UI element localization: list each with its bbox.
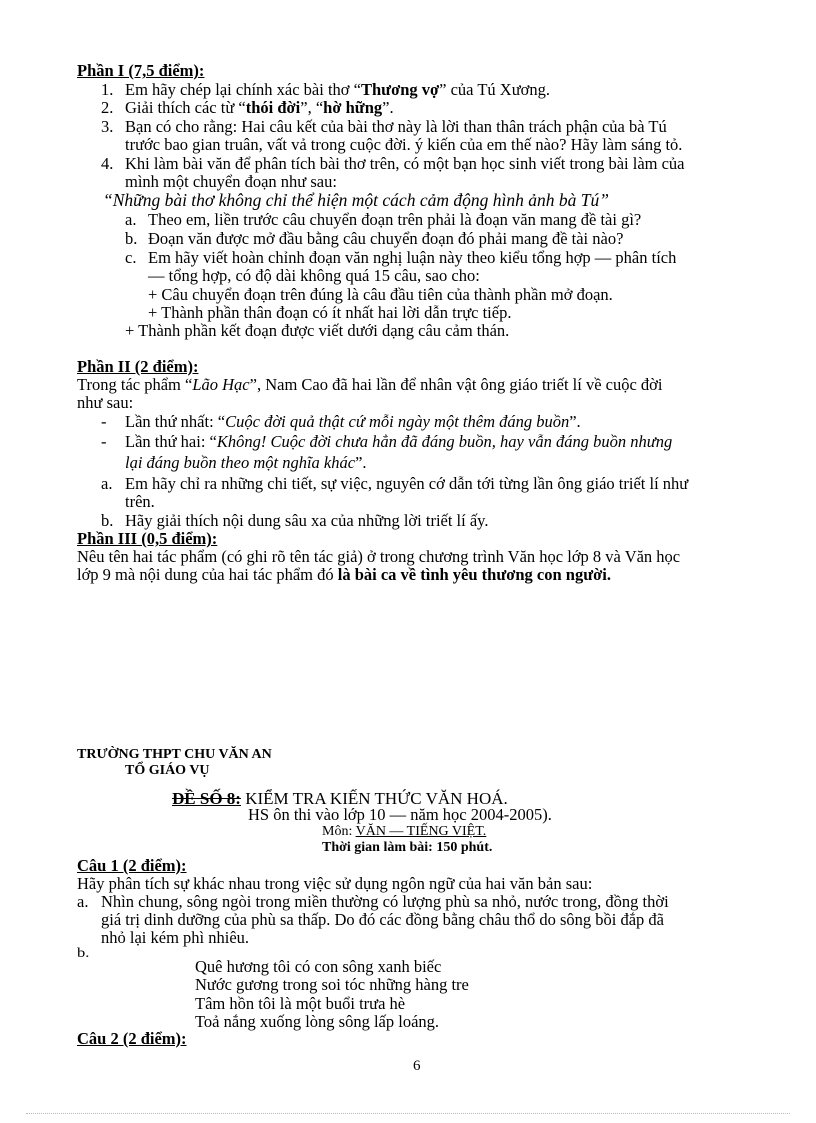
question2-heading: Câu 2 (2 điểm): [77, 1029, 187, 1048]
school-name: TRƯỜNG THPT CHU VĂN AN [77, 747, 272, 762]
p1-requirement-3: + Thành phần kết đoạn được viết dưới dạng câu cảm thán. [125, 321, 510, 340]
part2-heading: Phần II (2 điểm): [77, 357, 199, 376]
p2-sub-b: Hãy giải thích nội dung sâu xa của những lời triết lí ấy. [125, 511, 489, 530]
p1-item-number: 1. [101, 80, 114, 99]
p2-second-reflection-line2: lại đáng buồn theo một nghĩa khác”. [125, 453, 367, 472]
poem-line-2: Nước gương trong soi tóc những hàng tre [195, 975, 469, 994]
p2-sub-a-line1: Em hãy chỉ ra những chi tiết, sự việc, nguyên cớ dẫn tới từng lần ông giáo triết lí như [125, 474, 689, 493]
dash-bullet: - [101, 432, 107, 451]
p3-line2: lớp 9 mà nội dung của hai tác phẩm đó là bài ca về tình yêu thương con người. [77, 565, 611, 584]
p1-sub-letter: b. [125, 229, 138, 248]
exam-subtitle: HS ôn thi vào lớp 10 — năm học 2004-2005). [248, 805, 552, 824]
department-name: TỔ GIÁO VỤ [125, 763, 210, 778]
p1-item-number: 2. [101, 98, 114, 117]
exam-time: Thời gian làm bài: 150 phút. [322, 840, 493, 855]
dash-bullet: - [101, 412, 107, 431]
p1-sub-c-line2: — tổng hợp, có độ dài không quá 15 câu, sao cho: [148, 266, 480, 285]
p1-sub-a: Theo em, liền trước câu chuyển đoạn trên phải là đoạn văn mang đề tài gì? [148, 210, 642, 229]
c1-sub-letter: b. [77, 944, 90, 961]
p1-sub-letter: c. [125, 248, 137, 267]
poem-line-3: Tâm hồn tôi là một buổi trưa hè [195, 994, 406, 1013]
p2-second-reflection-line1: Lần thứ hai: “Không! Cuộc đời chưa hẳn đã đáng buồn, hay vẫn đáng buồn nhưng [125, 432, 673, 451]
question1-intro: Hãy phân tích sự khác nhau trong việc sử dụng ngôn ngữ của hai văn bản sau: [77, 874, 593, 893]
p1-sub-c-line1: Em hãy viết hoàn chỉnh đoạn văn nghị luận này theo kiểu tổng hợp — phân tích [148, 248, 677, 267]
part3-heading: Phần III (0,5 điểm): [77, 529, 218, 548]
p1-question-4-line2: mình một chuyển đoạn như sau: [125, 172, 337, 191]
p2-sub-letter: a. [101, 474, 113, 493]
page-bottom-divider [26, 1113, 790, 1114]
poem-line-4: Toả nắng xuống lòng sông lấp loáng. [195, 1012, 440, 1031]
c1-sub-letter: a. [77, 892, 89, 911]
p3-line1: Nêu tên hai tác phẩm (có ghi rõ tên tác giả) ở trong chương trình Văn học lớp 8 và Văn học [77, 547, 681, 566]
p1-requirement-2: + Thành phần thân đoạn có ít nhất hai lời dẫn trực tiếp. [148, 303, 512, 322]
poem-line-1: Quê hương tôi có con sông xanh biếc [195, 957, 442, 976]
part1-heading: Phần I (7,5 điểm): [77, 61, 205, 80]
p1-sub-b: Đoạn văn được mở đầu bằng câu chuyển đoạn đó phải mang đề tài nào? [148, 229, 624, 248]
p2-intro-line2: như sau: [77, 393, 134, 412]
p1-question-3-line2: trước bao gian truân, vất vả trong cuộc đời. ý kiến của em thế nào? Hãy làm sáng tỏ. [125, 135, 683, 154]
p1-question-3-line1: Bạn có cho rằng: Hai câu kết của bài thơ này là lời than thân trách phận của bà Tú [125, 117, 667, 136]
p1-question-4-line1: Khi làm bài văn để phân tích bài thơ trên, có một bạn học sinh viết trong bài làm của [125, 154, 685, 173]
p2-intro-line1: Trong tác phẩm “Lão Hạc”, Nam Cao đã hai lần để nhân vật ông giáo triết lí về cuộc đời [77, 375, 663, 394]
c1-text-a-line2: giá trị dinh dưỡng của phù sa thấp. Do đó các đồng bằng châu thổ do sông bồi đắp đã [101, 910, 664, 929]
p1-requirement-1: + Câu chuyển đoạn trên đúng là câu đầu tiên của thành phần mở đoạn. [148, 285, 613, 304]
transition-quote: “Những bài thơ không chỉ thể hiện một cách cảm động hình ảnh bà Tú” [103, 190, 609, 210]
p1-question-2: Giải thích các từ “thói đời”, “hờ hững”. [125, 98, 394, 117]
p1-item-number: 4. [101, 154, 114, 173]
question1-heading: Câu 1 (2 điểm): [77, 856, 187, 875]
p1-item-number: 3. [101, 117, 114, 136]
p2-sub-letter: b. [101, 511, 114, 530]
c1-text-a-line3: nhỏ lại kém phì nhiêu. [101, 928, 250, 947]
page-number: 6 [413, 1058, 421, 1074]
p2-sub-a-line2: trên. [125, 492, 155, 511]
p1-sub-letter: a. [125, 210, 137, 229]
p1-question-1: Em hãy chép lại chính xác bài thơ “Thương vợ” của Tú Xương. [125, 80, 550, 99]
exam-title: ĐỀ SỐ 8: KIỂM TRA KIẾN THỨC VĂN HOÁ. [172, 789, 508, 808]
c1-text-a-line1: Nhìn chung, sông ngòi trong miền thường có lượng phù sa nhỏ, nước trong, đồng thời [101, 892, 669, 911]
exam-subject: Môn: VĂN — TIẾNG VIỆT. [322, 824, 487, 839]
p2-first-reflection: Lần thứ nhất: “Cuộc đời quả thật cứ mỗi ngày một thêm đáng buồn”. [125, 412, 581, 431]
